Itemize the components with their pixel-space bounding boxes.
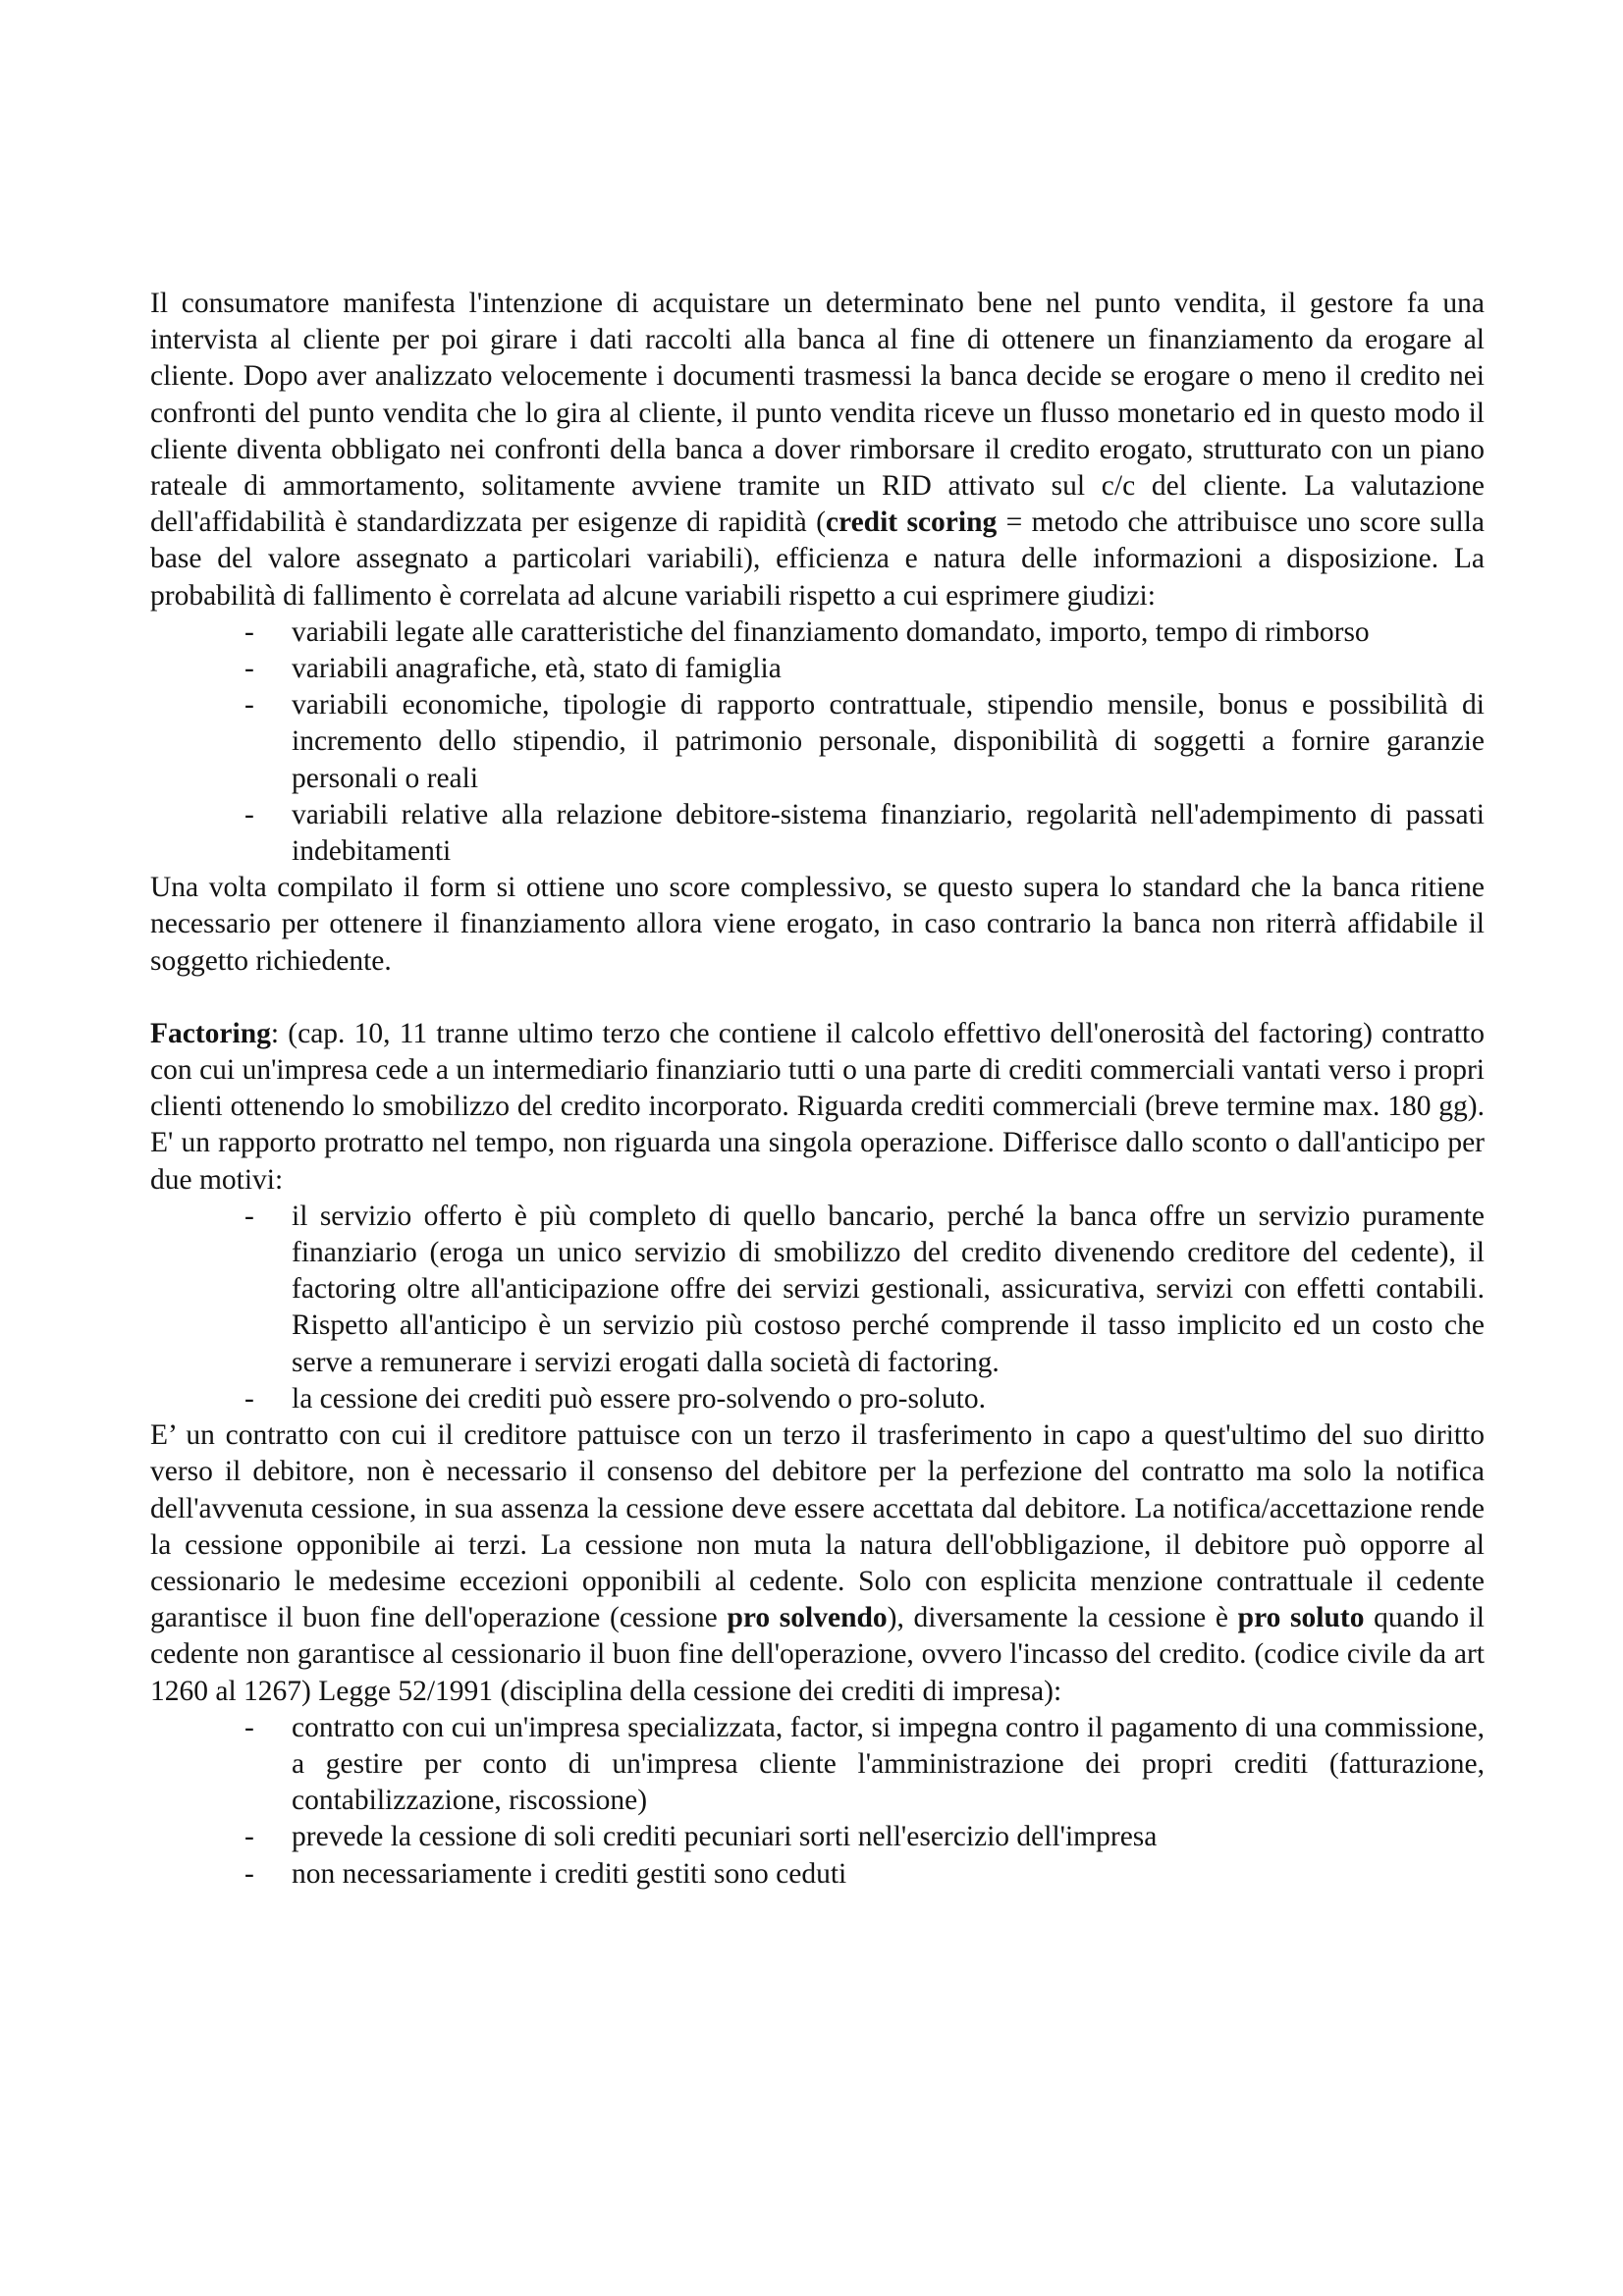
document-page <box>150 286 1485 1893</box>
factoring-heading: Factoring <box>150 1017 271 1049</box>
list-item: - non necessariamente i crediti gestiti sono ceduti <box>244 1857 847 1890</box>
factoring-differences-list <box>150 1199 1485 1417</box>
list-item: - variabili legate alle caratteristiche del finanziamento domandato, importo, tempo di rimborso <box>244 615 1370 648</box>
list-item: - prevede la cessione di soli crediti pecuniari sorti nell'esercizio dell'impresa <box>244 1821 1158 1853</box>
list-item: - variabili economiche, tipologie di rapporto contrattuale, stipendio mensile, bonus e possibilità di incremento dello stipendio, il patrimonio personale, disponibilità di soggetti a fornire garanzie personali o reali <box>244 689 1485 794</box>
consumer-credit-paragraph: Il consumatore manifesta l'intenzione di acquistare un determinato bene nel punto vendita, il gestore fa una intervista al cliente per poi girare i dati raccolti alla banca al fine di ottenere un finanziamento da erogare al cliente. Dopo aver analizzato velocemente i documenti trasmessi la banca decide se erogare o meno il credito nei confronti del punto vendita che lo gira al cliente, il punto vendita riceve un flusso monetario ed in questo modo il cliente diventa obbligato nei confronti della banca a dover rimborsare il credito erogato, strutturato con un piano rateale di ammortamento, solitamente avviene tramite un RID attivato sul c/c del cliente. La valutazione dell'affidabilità è standardizzata per esigenze di rapidità (credit scoring = metodo che attribuisce uno score sulla base del valore assegnato a particolari variabili), efficienza e natura delle informazioni a disposizione. La probabilità di fallimento è correlata ad alcune variabili rispetto a cui esprimere giudizi: <box>150 288 1485 612</box>
list-item: - la cessione dei crediti può essere pro-solvendo o pro-soluto. <box>244 1382 986 1415</box>
pro-solvendo-term: pro solvendo <box>727 1602 888 1634</box>
law-52-1991-list <box>150 1710 1485 1893</box>
credit-scoring-term: credit scoring <box>825 507 998 539</box>
factoring-paragraph: Factoring: (cap. 10, 11 tranne ultimo terzo che contiene il calcolo effettivo dell'onerosità del factoring) contratto con cui un'impresa cede a un intermediario finanziario tutti o una parte di crediti commerciali vantati verso i propri clienti ottenendo lo smobilizzo del credito incorporato. Riguarda crediti commerciali (breve termine max. 180 gg). E' un rapporto protratto nel tempo, non riguarda una singola operazione. Differisce dallo sconto o dall'anticipo per due motivi: <box>150 1017 1485 1196</box>
assignment-contract-paragraph: E’ un contratto con cui il creditore pattuisce con un terzo il trasferimento in capo a quest'ultimo del suo diritto verso il debitore, non è necessario il consenso del debitore per la perfezione del contratto ma solo la notifica dell'avvenuta cessione, in sua assenza la cessione deve essere accettata dal debitore. La notifica/accettazione rende la cessione opponibile ai terzi. La cessione non muta la natura dell'obbligazione, il debitore può opporre al cessionario le medesime eccezioni opponibili al cedente. Solo con esplicita menzione contrattuale il cedente garantisce il buon fine dell'operazione (cessione pro solvendo), diversamente la cessione è pro soluto quando il cedente non garantisce al cessionario il buon fine dell'operazione, ovvero l'incasso del credito. (codice civile da art 1260 al 1267) Legge 52/1991 (disciplina della cessione dei crediti di impresa): <box>150 1419 1485 1707</box>
paragraph-spacer <box>150 980 1485 1016</box>
pro-soluto-term: pro soluto <box>1237 1602 1365 1634</box>
list-item: - contratto con cui un'impresa specializzata, factor, si impegna contro il pagamento di una commissione, a gestire per conto di un'impresa cliente l'amministrazione dei propri crediti (fatturazione, contabilizzazione, riscossione) <box>244 1711 1485 1817</box>
score-outcome-paragraph: Una volta compilato il form si ottiene uno score complessivo, se questo supera lo standard che la banca ritiene necessario per ottenere il finanziamento allora viene erogato, in caso contrario la banca non riterrà affidabile il soggetto richiedente. <box>150 872 1485 977</box>
scoring-variables-list <box>150 614 1485 870</box>
list-item: - il servizio offerto è più completo di quello bancario, perché la banca offre un servizio puramente finanziario (eroga un unico servizio di smobilizzo del credito divenendo creditore del cedente), il factoring oltre all'anticipazione offre dei servizi gestionali, assicurativa, servizi con effetti contabili. Rispetto all'anticipo è un servizio più costoso perché comprende il tasso implicito ed un costo che serve a remunerare i servizi erogati dalla società di factoring. <box>244 1200 1485 1378</box>
list-item: - variabili anagrafiche, età, stato di famiglia <box>244 653 782 685</box>
list-item: - variabili relative alla relazione debitore-sistema finanziario, regolarità nell'adempimento di passati indebitamenti <box>244 798 1485 868</box>
